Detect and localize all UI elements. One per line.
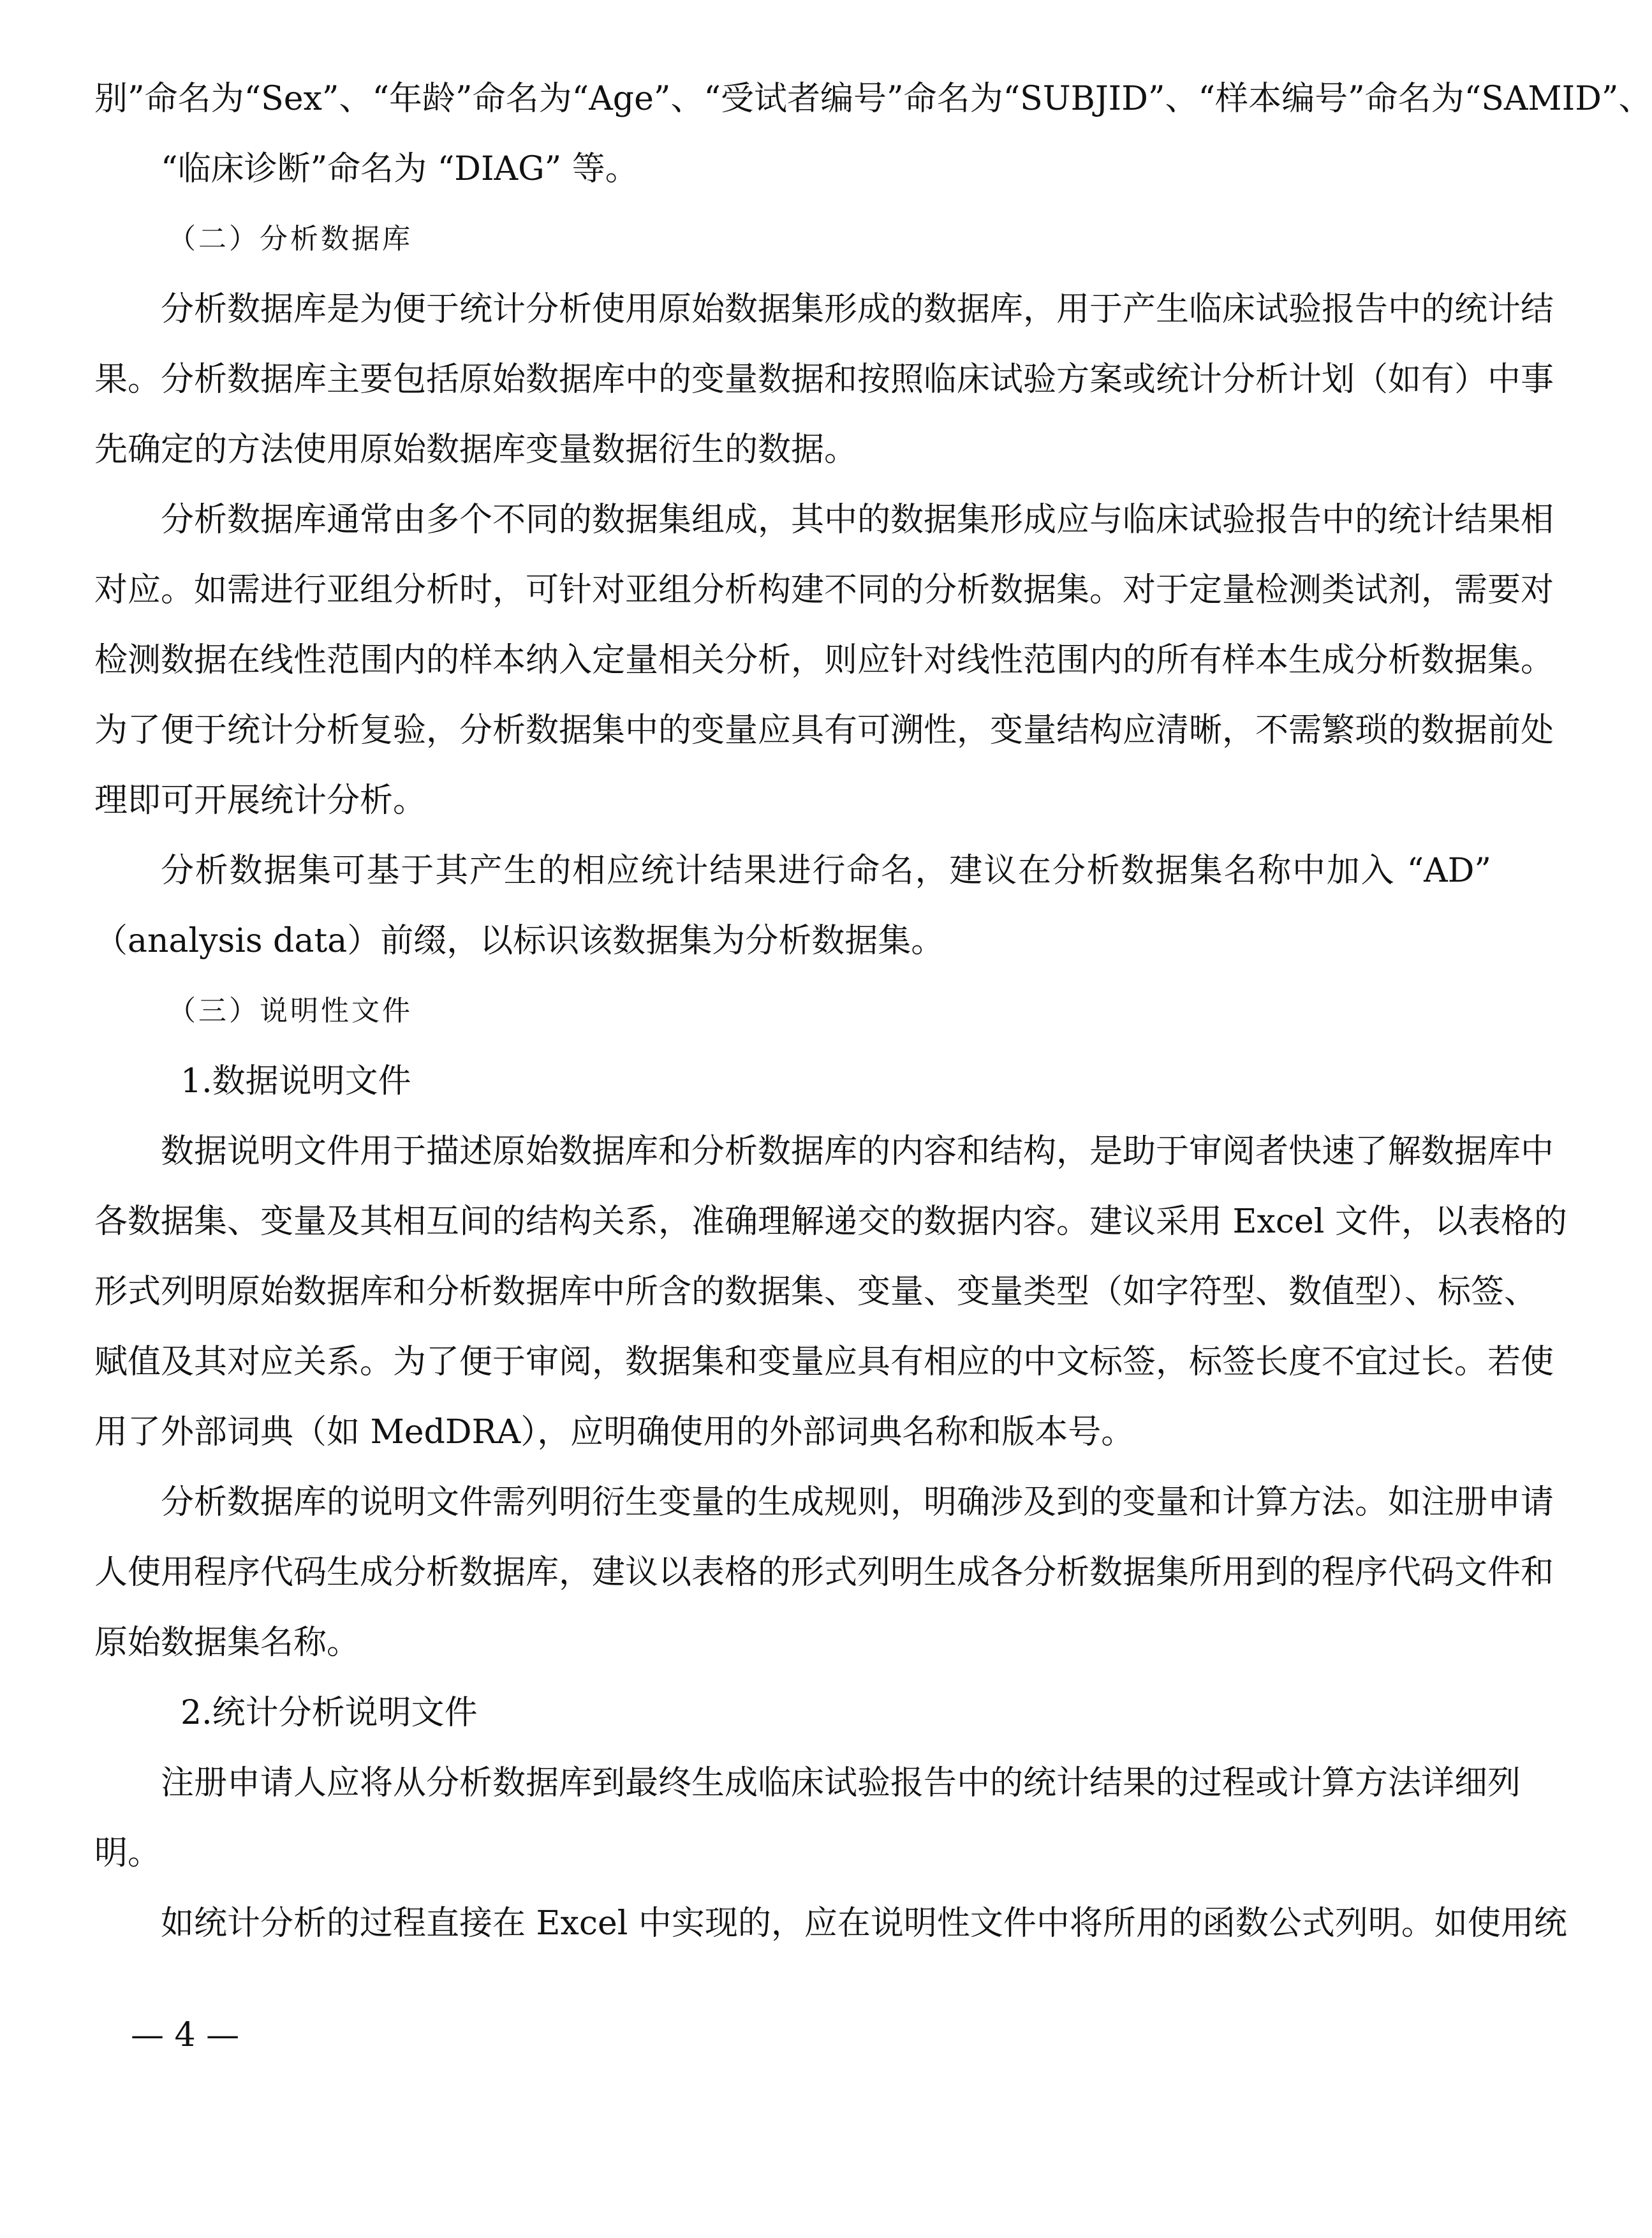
text-line: 赋值及其对应关系。为了便于审阅，数据集和变量应具有相应的中文标签，标签长度不宜过长。若使 [94,1343,1554,1381]
section-heading: （三）说明性文件 [168,995,413,1027]
subsection-heading: 2.统计分析说明文件 [181,1694,478,1732]
text-line: 各数据集、变量及其相互间的结构关系，准确理解递交的数据内容。建议采用 Excel 文件，以表格的 [94,1203,1567,1241]
text-line: 别”命名为“Sex”、“年龄”命名为“Age”、“受试者编号”命名为“SUBJID”、“样本编号”命名为“SAMID”、 [94,80,1652,118]
paragraph-first-line: 分析数据集可基于其产生的相应统计结果进行命名，建议在分析数据集名称中加入 “AD” [161,852,1491,890]
text-line: 明。 [94,1834,161,1872]
document-page [94,64,1652,1959]
text-line: 形式列明原始数据库和分析数据库中所含的数据集、变量、变量类型（如字符型、数值型）、标签、 [94,1273,1538,1311]
text-line: 先确定的方法使用原始数据库变量数据衍生的数据。 [94,431,858,469]
subsection-heading: 1.数据说明文件 [181,1062,411,1100]
text-line: 用了外部词典（如 MedDRA），应明确使用的外部词典名称和版本号。 [94,1413,1135,1451]
text-line: 人使用程序代码生成分析数据库，建议以表格的形式列明生成各分析数据集所用到的程序代码文件和 [94,1553,1554,1592]
paragraph-first-line: 注册申请人应将从分析数据库到最终生成临床试验报告中的统计结果的过程或计算方法详细列 [161,1764,1521,1802]
page-number: — 4 — [131,2016,240,2054]
section-heading: （二）分析数据库 [168,223,413,255]
text-line: “临床诊断”命名为 “DIAG” 等。 [161,150,638,188]
text-line: 对应。如需进行亚组分析时，可针对亚组分析构建不同的分析数据集。对于定量检测类试剂，需要对 [94,571,1554,609]
paragraph-first-line: 如统计分析的过程直接在 Excel 中实现的，应在说明性文件中将所用的函数公式列明。如使用统 [161,1904,1567,1943]
text-line: 原始数据集名称。 [94,1624,360,1662]
paragraph-first-line: 分析数据库是为便于统计分析使用原始数据集形成的数据库，用于产生临床试验报告中的统计结 [161,290,1554,329]
text-line: （analysis data）前缀，以标识该数据集为分析数据集。 [94,922,945,960]
text-line: 检测数据在线性范围内的样本纳入定量相关分析，则应针对线性范围内的所有样本生成分析数据集。 [94,641,1554,679]
paragraph-first-line: 分析数据库通常由多个不同的数据集组成，其中的数据集形成应与临床试验报告中的统计结果相 [161,501,1554,539]
text-line: 理即可开展统计分析。 [94,782,427,820]
text-line: 果。分析数据库主要包括原始数据库中的变量数据和按照临床试验方案或统计分析计划（如有）中事 [94,360,1554,399]
paragraph-first-line: 分析数据库的说明文件需列明衍生变量的生成规则，明确涉及到的变量和计算方法。如注册申请 [161,1483,1554,1522]
paragraph-first-line: 数据说明文件用于描述原始数据库和分析数据库的内容和结构，是助于审阅者快速了解数据库中 [161,1132,1554,1171]
text-line: 为了便于统计分析复验，分析数据集中的变量应具有可溯性，变量结构应清晰，不需繁琐的数据前处 [94,711,1554,750]
